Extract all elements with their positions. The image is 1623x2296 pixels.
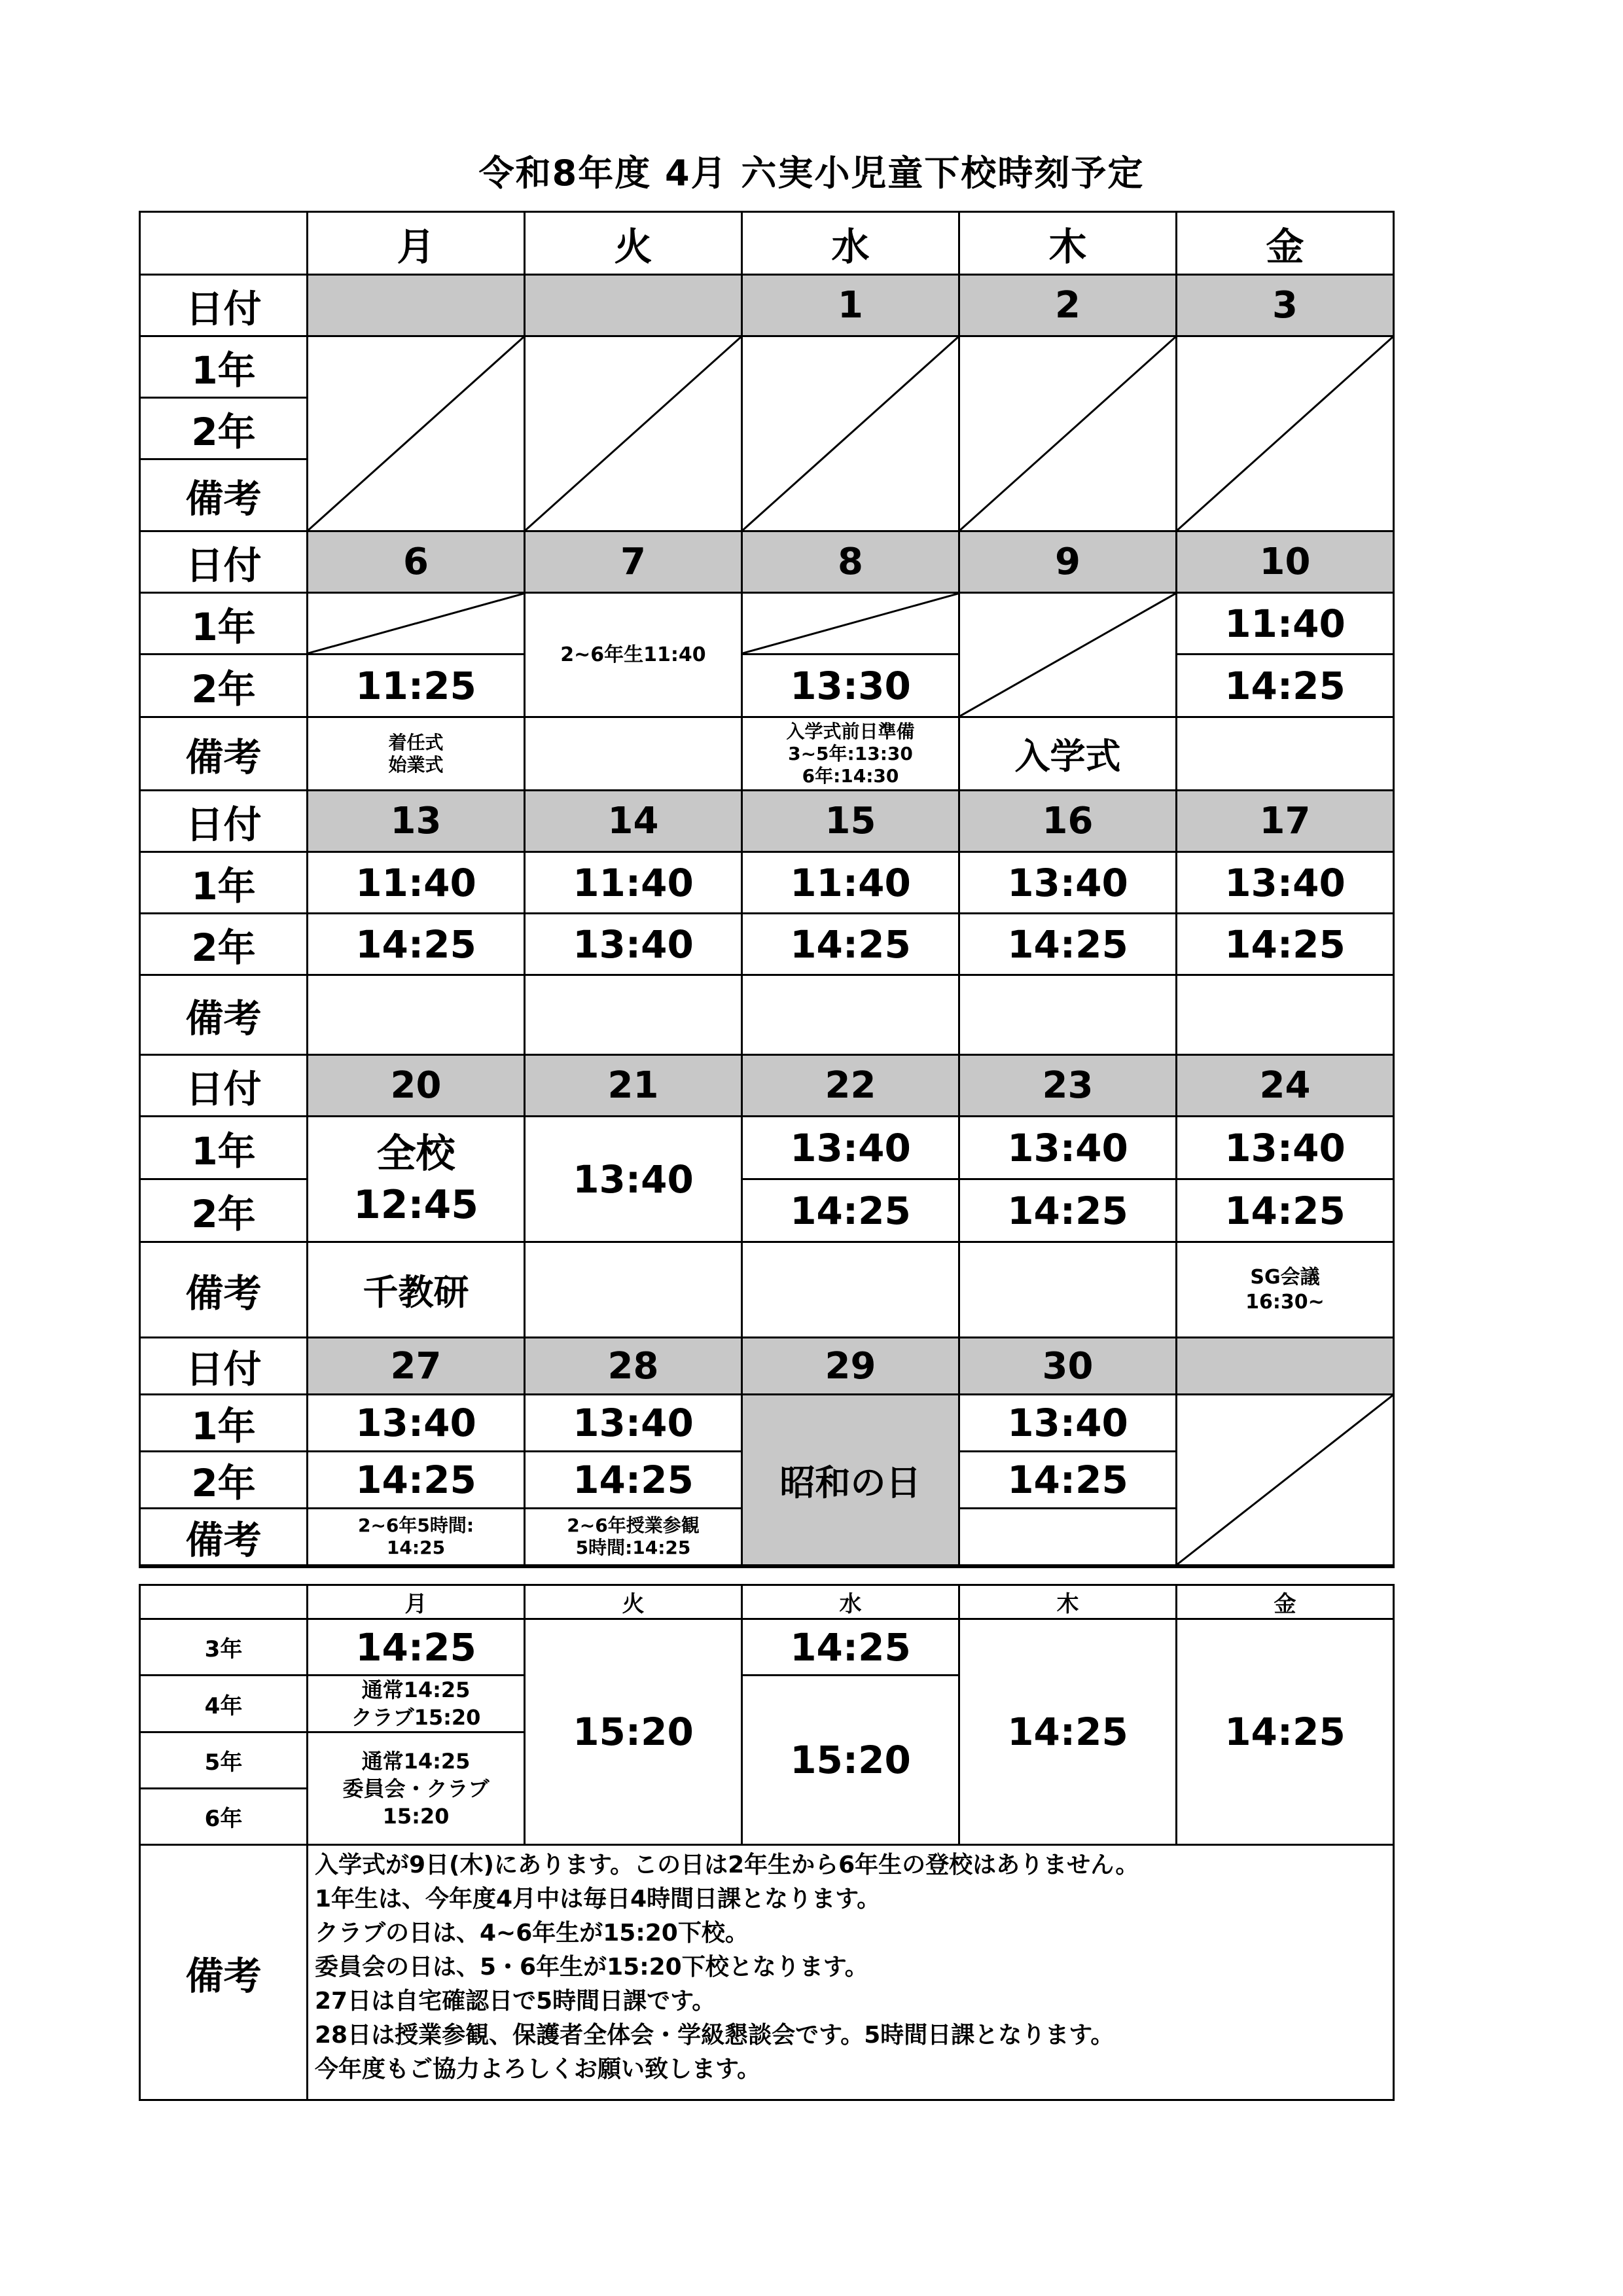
grade1-label: 1年 — [140, 1117, 308, 1179]
date-cell — [525, 275, 742, 336]
note-line: 2~6年5時間: — [357, 1515, 474, 1536]
time-cell: 11:40 — [1177, 593, 1394, 655]
note-line: 28日は授業参観、保護者全体会・学級懇談会です。5時間日課となります。 — [315, 2022, 1115, 2049]
note-cell — [1177, 1242, 1394, 1338]
note-line: 3~5年:13:30 — [788, 742, 913, 764]
note-line: 委員会の日は、5・6年生が15:20下校となります。 — [315, 1954, 868, 1981]
date-cell: 14 — [525, 791, 742, 852]
time-cell: 14:25 — [308, 914, 525, 975]
note-cell: 入学式 — [959, 717, 1177, 791]
wed-span-cell: 15:20 — [742, 1676, 959, 1845]
time-cell: 13:40 — [959, 852, 1177, 914]
schedule-table — [139, 211, 1395, 1568]
date-cell: 1 — [742, 275, 959, 336]
day-tue: 火 — [525, 212, 742, 275]
time-cell: 13:40 — [1177, 1117, 1394, 1179]
week1-date-row — [140, 275, 1394, 336]
date-label: 日付 — [140, 791, 308, 852]
note-cell — [959, 1242, 1177, 1338]
note-line: 入学式が9日(木)にあります。この日は2年生から6年生の登校はありません。 — [315, 1852, 1139, 1878]
mon-span-cell — [308, 1117, 525, 1242]
empty-slash-cell — [308, 336, 525, 531]
note-cell — [308, 717, 525, 791]
time-cell: 13:40 — [525, 1395, 742, 1452]
week2-note-row — [140, 717, 1394, 791]
date-cell: 17 — [1177, 791, 1394, 852]
slash-line — [1177, 337, 1393, 530]
date-cell: 29 — [742, 1338, 959, 1395]
week4-g1-row — [140, 1117, 1394, 1179]
day-mon: 月 — [308, 212, 525, 275]
empty-slash-cell — [1177, 336, 1394, 531]
date-cell: 8 — [742, 531, 959, 593]
thu-span-cell: 14:25 — [959, 1619, 1177, 1845]
note-label: 備考 — [140, 975, 308, 1055]
week2-g2-row — [140, 655, 1394, 717]
note-line: 今年度もご協力よろしくお願い致します。 — [315, 2056, 761, 2083]
tue-span-cell: 15:20 — [525, 1619, 742, 1845]
date-cell: 21 — [525, 1055, 742, 1117]
time-cell: 14:25 — [1177, 914, 1394, 975]
note-cell — [525, 717, 742, 791]
week3-date-row — [140, 791, 1394, 852]
slash-line — [743, 337, 958, 530]
date-cell: 2 — [959, 275, 1177, 336]
day-fri: 金 — [1177, 1585, 1394, 1619]
note-cell — [959, 975, 1177, 1055]
date-cell: 22 — [742, 1055, 959, 1117]
grade5-label: 5年 — [140, 1732, 308, 1789]
time-cell — [308, 1676, 525, 1732]
time-cell: 11:40 — [742, 852, 959, 914]
time-cell: 14:25 — [742, 914, 959, 975]
time-cell: 14:25 — [308, 1619, 525, 1676]
week4-note-row — [140, 1242, 1394, 1338]
empty-slash-cell — [742, 593, 959, 655]
note-cell — [1177, 975, 1394, 1055]
day-wed: 水 — [742, 212, 959, 275]
note-line: 通常14:25 — [361, 1748, 471, 1774]
note-cell — [308, 1509, 525, 1567]
date-label: 日付 — [140, 531, 308, 593]
grade3-row — [140, 1619, 1394, 1676]
grade1-label: 1年 — [140, 593, 308, 655]
day-thu: 木 — [959, 212, 1177, 275]
notes-row — [140, 1845, 1394, 2100]
time-cell: 14:25 — [959, 1452, 1177, 1509]
date-label: 日付 — [140, 1055, 308, 1117]
week4-date-row — [140, 1055, 1394, 1117]
date-cell: 10 — [1177, 531, 1394, 593]
week3-g2-row — [140, 914, 1394, 975]
week2-g1-row — [140, 593, 1394, 655]
grade4-label: 4年 — [140, 1676, 308, 1732]
day-thu: 木 — [959, 1585, 1177, 1619]
time-cell: 14:25 — [742, 1179, 959, 1242]
date-label: 日付 — [140, 275, 308, 336]
time-cell: 13:40 — [525, 914, 742, 975]
tue-span-cell: 13:40 — [525, 1117, 742, 1242]
slash-line — [308, 337, 524, 530]
slash-line — [1177, 1395, 1393, 1564]
note-line: 27日は自宅確認日で5時間日課です。 — [315, 1988, 716, 2015]
note-line: 5時間:14:25 — [575, 1537, 691, 1558]
notes-label: 備考 — [140, 1845, 308, 2100]
slash-line — [308, 594, 524, 653]
date-cell: 7 — [525, 531, 742, 593]
time-cell: 14:25 — [959, 1179, 1177, 1242]
slash-line — [526, 337, 741, 530]
time-cell: 14:25 — [742, 1619, 959, 1676]
time-cell: 11:40 — [308, 852, 525, 914]
note-cell — [742, 975, 959, 1055]
note-line: 通常14:25 — [361, 1677, 471, 1702]
note-line: 14:25 — [386, 1537, 446, 1558]
corner-cell — [140, 212, 308, 275]
week3-note-row — [140, 975, 1394, 1055]
week5-g1-row — [140, 1395, 1394, 1452]
day-tue: 火 — [525, 1585, 742, 1619]
slash-line — [960, 594, 1175, 716]
date-label: 日付 — [140, 1338, 308, 1395]
date-cell — [1177, 1338, 1394, 1395]
note-cell — [308, 975, 525, 1055]
day-mon: 月 — [308, 1585, 525, 1619]
note-label: 備考 — [140, 717, 308, 791]
note-line: 入学式前日準備 — [786, 720, 915, 742]
week5-date-row — [140, 1338, 1394, 1395]
grade6-label: 6年 — [140, 1789, 308, 1845]
grade1-label: 1年 — [140, 336, 308, 398]
time-cell: 13:40 — [959, 1395, 1177, 1452]
corner-cell — [140, 1585, 308, 1619]
slash-line — [960, 337, 1175, 530]
tue-span-cell: 2~6年生11:40 — [525, 593, 742, 717]
empty-slash-cell — [742, 336, 959, 531]
note-cell — [742, 1242, 959, 1338]
grade1-label: 1年 — [140, 852, 308, 914]
date-cell: 13 — [308, 791, 525, 852]
time-cell: 14:25 — [1177, 655, 1394, 717]
note-label: 備考 — [140, 1509, 308, 1567]
day-wed: 水 — [742, 1585, 959, 1619]
date-cell — [308, 275, 525, 336]
note-cell — [959, 1509, 1177, 1567]
note-line: 始業式 — [388, 753, 444, 776]
date-cell: 3 — [1177, 275, 1394, 336]
date-cell: 24 — [1177, 1055, 1394, 1117]
empty-slash-cell — [308, 593, 525, 655]
note-line: SG会議 — [1250, 1265, 1320, 1289]
date-cell: 9 — [959, 531, 1177, 593]
time-cell: 13:40 — [1177, 852, 1394, 914]
date-cell: 27 — [308, 1338, 525, 1395]
time-cell: 14:25 — [308, 1452, 525, 1509]
note-line: 6年:14:30 — [802, 764, 899, 787]
slash-line — [743, 594, 958, 653]
time-cell: 13:40 — [959, 1117, 1177, 1179]
time-cell: 14:25 — [1177, 1179, 1394, 1242]
fri-span-cell: 14:25 — [1177, 1619, 1394, 1845]
page-title: 令和8年度 4月 六実小児童下校時刻予定 — [478, 152, 1145, 194]
time-cell: 13:30 — [742, 655, 959, 717]
span-line: 全校 — [376, 1130, 455, 1177]
date-cell: 16 — [959, 791, 1177, 852]
span-line: 12:45 — [353, 1181, 478, 1228]
lower-header-row — [140, 1585, 1394, 1619]
grade2-label: 2年 — [140, 655, 308, 717]
day-fri: 金 — [1177, 212, 1394, 275]
time-cell: 14:25 — [525, 1452, 742, 1509]
note-line: 委員会・クラブ — [342, 1776, 490, 1801]
date-cell: 6 — [308, 531, 525, 593]
empty-slash-cell — [1177, 1395, 1394, 1567]
week2-date-row — [140, 531, 1394, 593]
date-cell: 28 — [525, 1338, 742, 1395]
time-cell — [308, 1732, 525, 1845]
note-line: 着任式 — [388, 731, 444, 753]
note-cell — [525, 975, 742, 1055]
time-cell: 13:40 — [308, 1395, 525, 1452]
week3-g1-row — [140, 852, 1394, 914]
note-line: 16:30~ — [1245, 1290, 1325, 1314]
note-cell — [1177, 717, 1394, 791]
grade1-label: 1年 — [140, 1395, 308, 1452]
grade2-label: 2年 — [140, 1452, 308, 1509]
date-cell: 30 — [959, 1338, 1177, 1395]
notes-cell — [308, 1845, 1394, 2100]
note-line: クラブの日は、4~6年生が15:20下校。 — [315, 1920, 749, 1946]
week1-g1-row — [140, 336, 1394, 398]
holiday-cell: 昭和の日 — [742, 1395, 959, 1567]
note-line: 1年生は、今年度4月中は毎日4時間日課となります。 — [315, 1886, 881, 1912]
time-cell: 11:40 — [525, 852, 742, 914]
date-cell: 20 — [308, 1055, 525, 1117]
note-line: 15:20 — [382, 1803, 450, 1829]
note-cell — [525, 1242, 742, 1338]
empty-slash-cell — [525, 336, 742, 531]
time-cell: 11:25 — [308, 655, 525, 717]
note-line: 2~6年授業参観 — [567, 1515, 700, 1536]
empty-slash-cell — [959, 593, 1177, 717]
note-label: 備考 — [140, 1242, 308, 1338]
grade3-label: 3年 — [140, 1619, 308, 1676]
note-line: クラブ15:20 — [351, 1705, 481, 1730]
date-cell: 15 — [742, 791, 959, 852]
note-cell — [525, 1509, 742, 1567]
note-cell: 千教研 — [308, 1242, 525, 1338]
time-cell: 13:40 — [742, 1117, 959, 1179]
empty-slash-cell — [959, 336, 1177, 531]
note-label: 備考 — [140, 459, 308, 531]
grade2-label: 2年 — [140, 914, 308, 975]
header-row — [140, 212, 1394, 275]
grade2-label: 2年 — [140, 1179, 308, 1242]
note-cell — [742, 717, 959, 791]
grade2-label: 2年 — [140, 398, 308, 459]
time-cell: 14:25 — [959, 914, 1177, 975]
date-cell: 23 — [959, 1055, 1177, 1117]
upper-grades-table — [139, 1584, 1395, 2101]
